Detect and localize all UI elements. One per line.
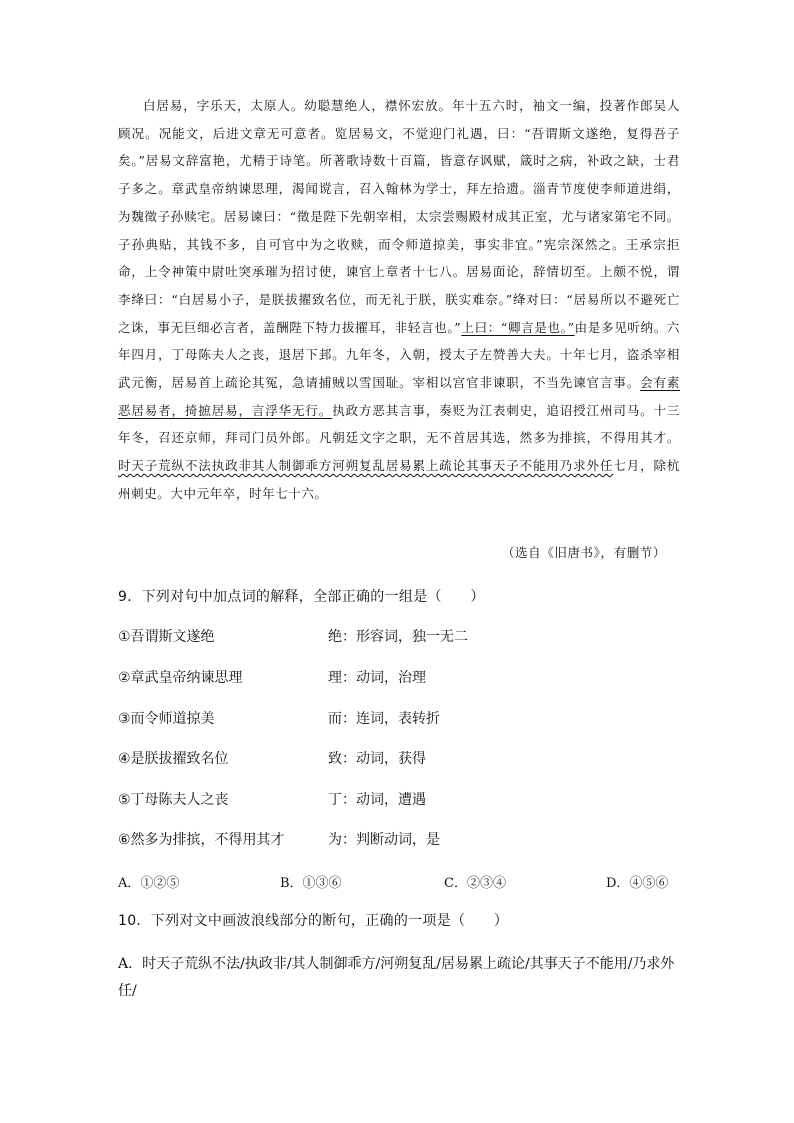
q9-item-sentence: ⑥然多为排摈，不得用其才 bbox=[118, 832, 285, 848]
q9-item-explanation: 致：动词，获得 bbox=[328, 751, 426, 767]
q9-option-d[interactable]: D．④⑤⑥ bbox=[606, 876, 669, 891]
q9-item-sentence: ⑤丁母陈夫人之丧 bbox=[118, 792, 229, 808]
q9-item-sentence: ②章武皇帝纳谏思理 bbox=[118, 670, 243, 686]
passage-text-3: 执政方恶其言事，奏贬为江表刺史，追诏授江州司马。十三年冬，召还京师，拜司门员外郎。凡朝廷文字之职，无不首居其选，然多为排摈，不得用其才。 bbox=[118, 402, 680, 446]
q9-item-sentence: ④是朕拔擢致名位 bbox=[118, 751, 229, 767]
q9-item-explanation: 理：动词，治理 bbox=[328, 670, 426, 686]
passage-source: （选自《旧唐书》，有删节） bbox=[501, 545, 666, 560]
q9-option-a[interactable]: A．①②⑤ bbox=[118, 876, 180, 891]
passage-underlined-2: 会有素恶居易者，掎摭居易，言浮华无行。 bbox=[118, 375, 680, 418]
q9-item-sentence: ①吾谓斯文遂绝 bbox=[118, 629, 215, 645]
passage-text-1: 白居易，字乐天，太原人。幼聪慧绝人，襟怀宏放。年十五六时，袖文一编，投著作郎吴人顾况。况能文，后进文章无可意者。览居易文，不觉迎门礼遇，曰：“吾谓斯文遂绝，复得吾子矣。”居易文辞富艳，尤精于诗笔。所著歌诗数十百篇，皆意存讽赋，箴时之病，补政之缺，士君子多之。章武皇帝纳谏思理，渴闻谠言，召入翰林为学士，拜左拾遗。淄青节度使李师道进绢，为魏徵子孙赎宅。居易谏曰：“徵是陛下先朝宰相，太宗尝赐殿材成其正室，尤与诸家第宅不同。子孙典贴，其钱不多，自可官中为之收赎，而令师道掠美，事实非宜。”宪宗深然之。王承宗拒命，上令神策中尉吐突承璀为招讨使，谏官上章者十七八。居易面论，辞情切至。上颇不悦，谓李绛曰：“白居易小子，是朕拔擢致名位，而无礼于朕，朕实难奈。”绛对曰：“居易所以不避死亡之诛，事无巨细必言者，盖酬陛下特力拔擢耳，非轻言也。” bbox=[118, 98, 680, 335]
passage-paragraph bbox=[118, 92, 680, 508]
passage-text-4: 七月，除杭州刺史。大中元年卒，时年七十六。 bbox=[118, 458, 680, 501]
q9-item-sentence: ③而令师道掠美 bbox=[118, 711, 215, 727]
q10-option-a[interactable]: A．时天子荒纵不法/执政非/其人制御乖方/河朔复乱/居易累上疏论/其事天子不能用/乃求外任/ bbox=[118, 956, 675, 999]
q9-item-explanation: 绝：形容词，独一无二 bbox=[328, 629, 468, 645]
q9-item-explanation: 而：连词，表转折 bbox=[328, 711, 440, 727]
q9-item-explanation: 丁：动词，遭遇 bbox=[328, 792, 426, 808]
q9-option-c[interactable]: C．②③④ bbox=[444, 876, 506, 891]
question-9-title: 9．下列对句中加点词的解释，全部正确的一组是（ ） bbox=[118, 589, 485, 605]
question-10-title: 10．下列对文中画波浪线部分的断句，正确的一项是（ ） bbox=[118, 913, 509, 929]
q9-item-explanation: 为：判断动词，是 bbox=[328, 832, 440, 848]
passage-wavy-underlined: 时天子荒纵不法执政非其人制御乖方河朔复乱居易累上疏论其事天子不能用乃求外任 bbox=[118, 458, 614, 474]
passage-underlined-1: 上曰：“卿言是也。” bbox=[461, 319, 575, 335]
passage-text-2: 由是多见听纳。六年四月，丁母陈夫人之丧，退居下邽。九年冬，入朝，授太子左赞善大夫。十年七月，盗杀宰相武元衡，居易首上疏论其冤，急请捕贼以雪国耻。宰相以宫官非谏职，不当先谏官言事。 bbox=[118, 319, 681, 391]
q9-option-b[interactable]: B．①③⑥ bbox=[280, 876, 342, 891]
reading-passage bbox=[118, 92, 680, 508]
